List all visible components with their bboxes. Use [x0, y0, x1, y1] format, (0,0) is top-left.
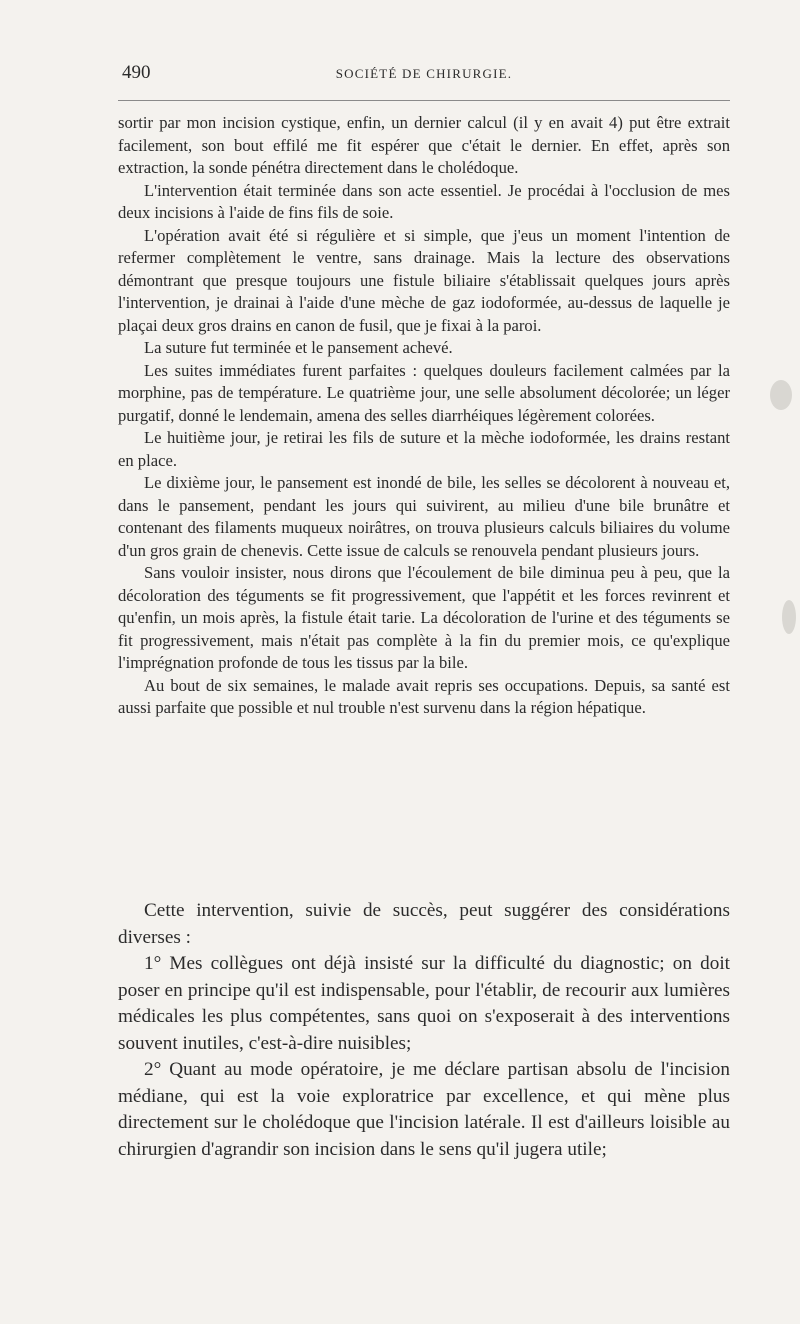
page-header	[118, 62, 730, 92]
header-rule	[118, 100, 730, 101]
paragraph: Les suites immédiates furent parfaites : quelques douleurs facilement calmées par la morphine, pas de température. Le quatrième jour, une selle absolument décolorée; un léger purgatif, donné le lendemain, amena des selles diarrhéiques légèrement colorées.	[118, 360, 730, 425]
page-number: 490	[122, 62, 151, 83]
paper-speck	[770, 380, 792, 410]
discussion-text	[118, 898, 730, 1163]
paragraph: sortir par mon incision cystique, enfin, un dernier calcul (il y en avait 4) put être extrait facilement, son bout effilé me fit espérer que c'était le dernier. En effet, après son extraction, la sonde pénétra directement dans le cholédoque.	[118, 113, 730, 177]
paragraph: L'intervention était terminée dans son acte essentiel. Je procédai à l'occlusion de mes deux incisions à l'aide de fins fils de soie.	[118, 180, 730, 222]
paragraph: Sans vouloir insister, nous dirons que l'écoulement de bile diminua peu à peu, que la décoloration des téguments se fit progressivement, que l'appétit et les forces revinrent et qu'enfin, un mois après, la fistule était tarie. La décoloration de l'urine et des téguments se fit progressivement, mais n'était pas complète à la fin du premier mois, ce qu'explique l'imprégnation profonde de tous les tissus par la bile.	[118, 563, 730, 672]
paragraph: Cette intervention, suivie de succès, peut suggérer des considérations diverses :	[118, 900, 730, 948]
paragraph: Au bout de six semaines, le malade avait repris ses occupations. Depuis, sa santé est aussi parfaite que possible et nul trouble n'est survenu dans la région hépatique.	[118, 675, 730, 717]
case-report-text	[118, 112, 730, 720]
paragraph: La suture fut terminée et le pansement achevé.	[144, 338, 453, 357]
paragraph: Le dixième jour, le pansement est inondé de bile, les selles se décolorent à nouveau et, dans le pansement, pendant les jours qui suivirent, au milieu d'une bile brunâtre et contenant des filaments muqueux noirâtres, on trouva plusieurs calculs biliaires du volume d'un gros grain de chenevis. Cette issue de calculs se renouvela pendant plusieurs jours.	[118, 473, 730, 560]
paragraph: 2° Quant au mode opératoire, je me déclare partisan absolu de l'incision médiane, qui est la voie exploratrice par excellence, et qui mène plus directement sur le cholédoque que l'incision latérale. Il est d'ailleurs loisible au chirurgien d'agrandir son incision dans le sens qu'il jugera utile;	[118, 1059, 730, 1160]
paragraph: Le huitième jour, je retirai les fils de suture et la mèche iodoformée, les drains restant en place.	[118, 428, 730, 470]
paragraph: 1° Mes collègues ont déjà insisté sur la difficulté du diagnostic; on doit poser en principe qu'il est indispensable, pour l'établir, de recourir aux lumières médicales les plus compétentes, sans quoi on s'exposerait à des interventions souvent inutiles, c'est-à-dire nuisibles;	[118, 953, 730, 1054]
paragraph: L'opération avait été si régulière et si simple, que j'eus un moment l'intention de refermer complètement le ventre, sans drainage. Mais la lecture des observations démontrant que presque toujours une fistule biliaire s'établissait quelques jours après l'intervention, je drainai à l'aide d'une mèche de gaz iodoformée, au-dessus de laquelle je plaçai deux gros drains en canon de fusil, que je fixai à la paroi.	[118, 225, 730, 335]
paper-speck	[782, 600, 796, 634]
running-title: SOCIÉTÉ DE CHIRURGIE.	[335, 66, 513, 81]
